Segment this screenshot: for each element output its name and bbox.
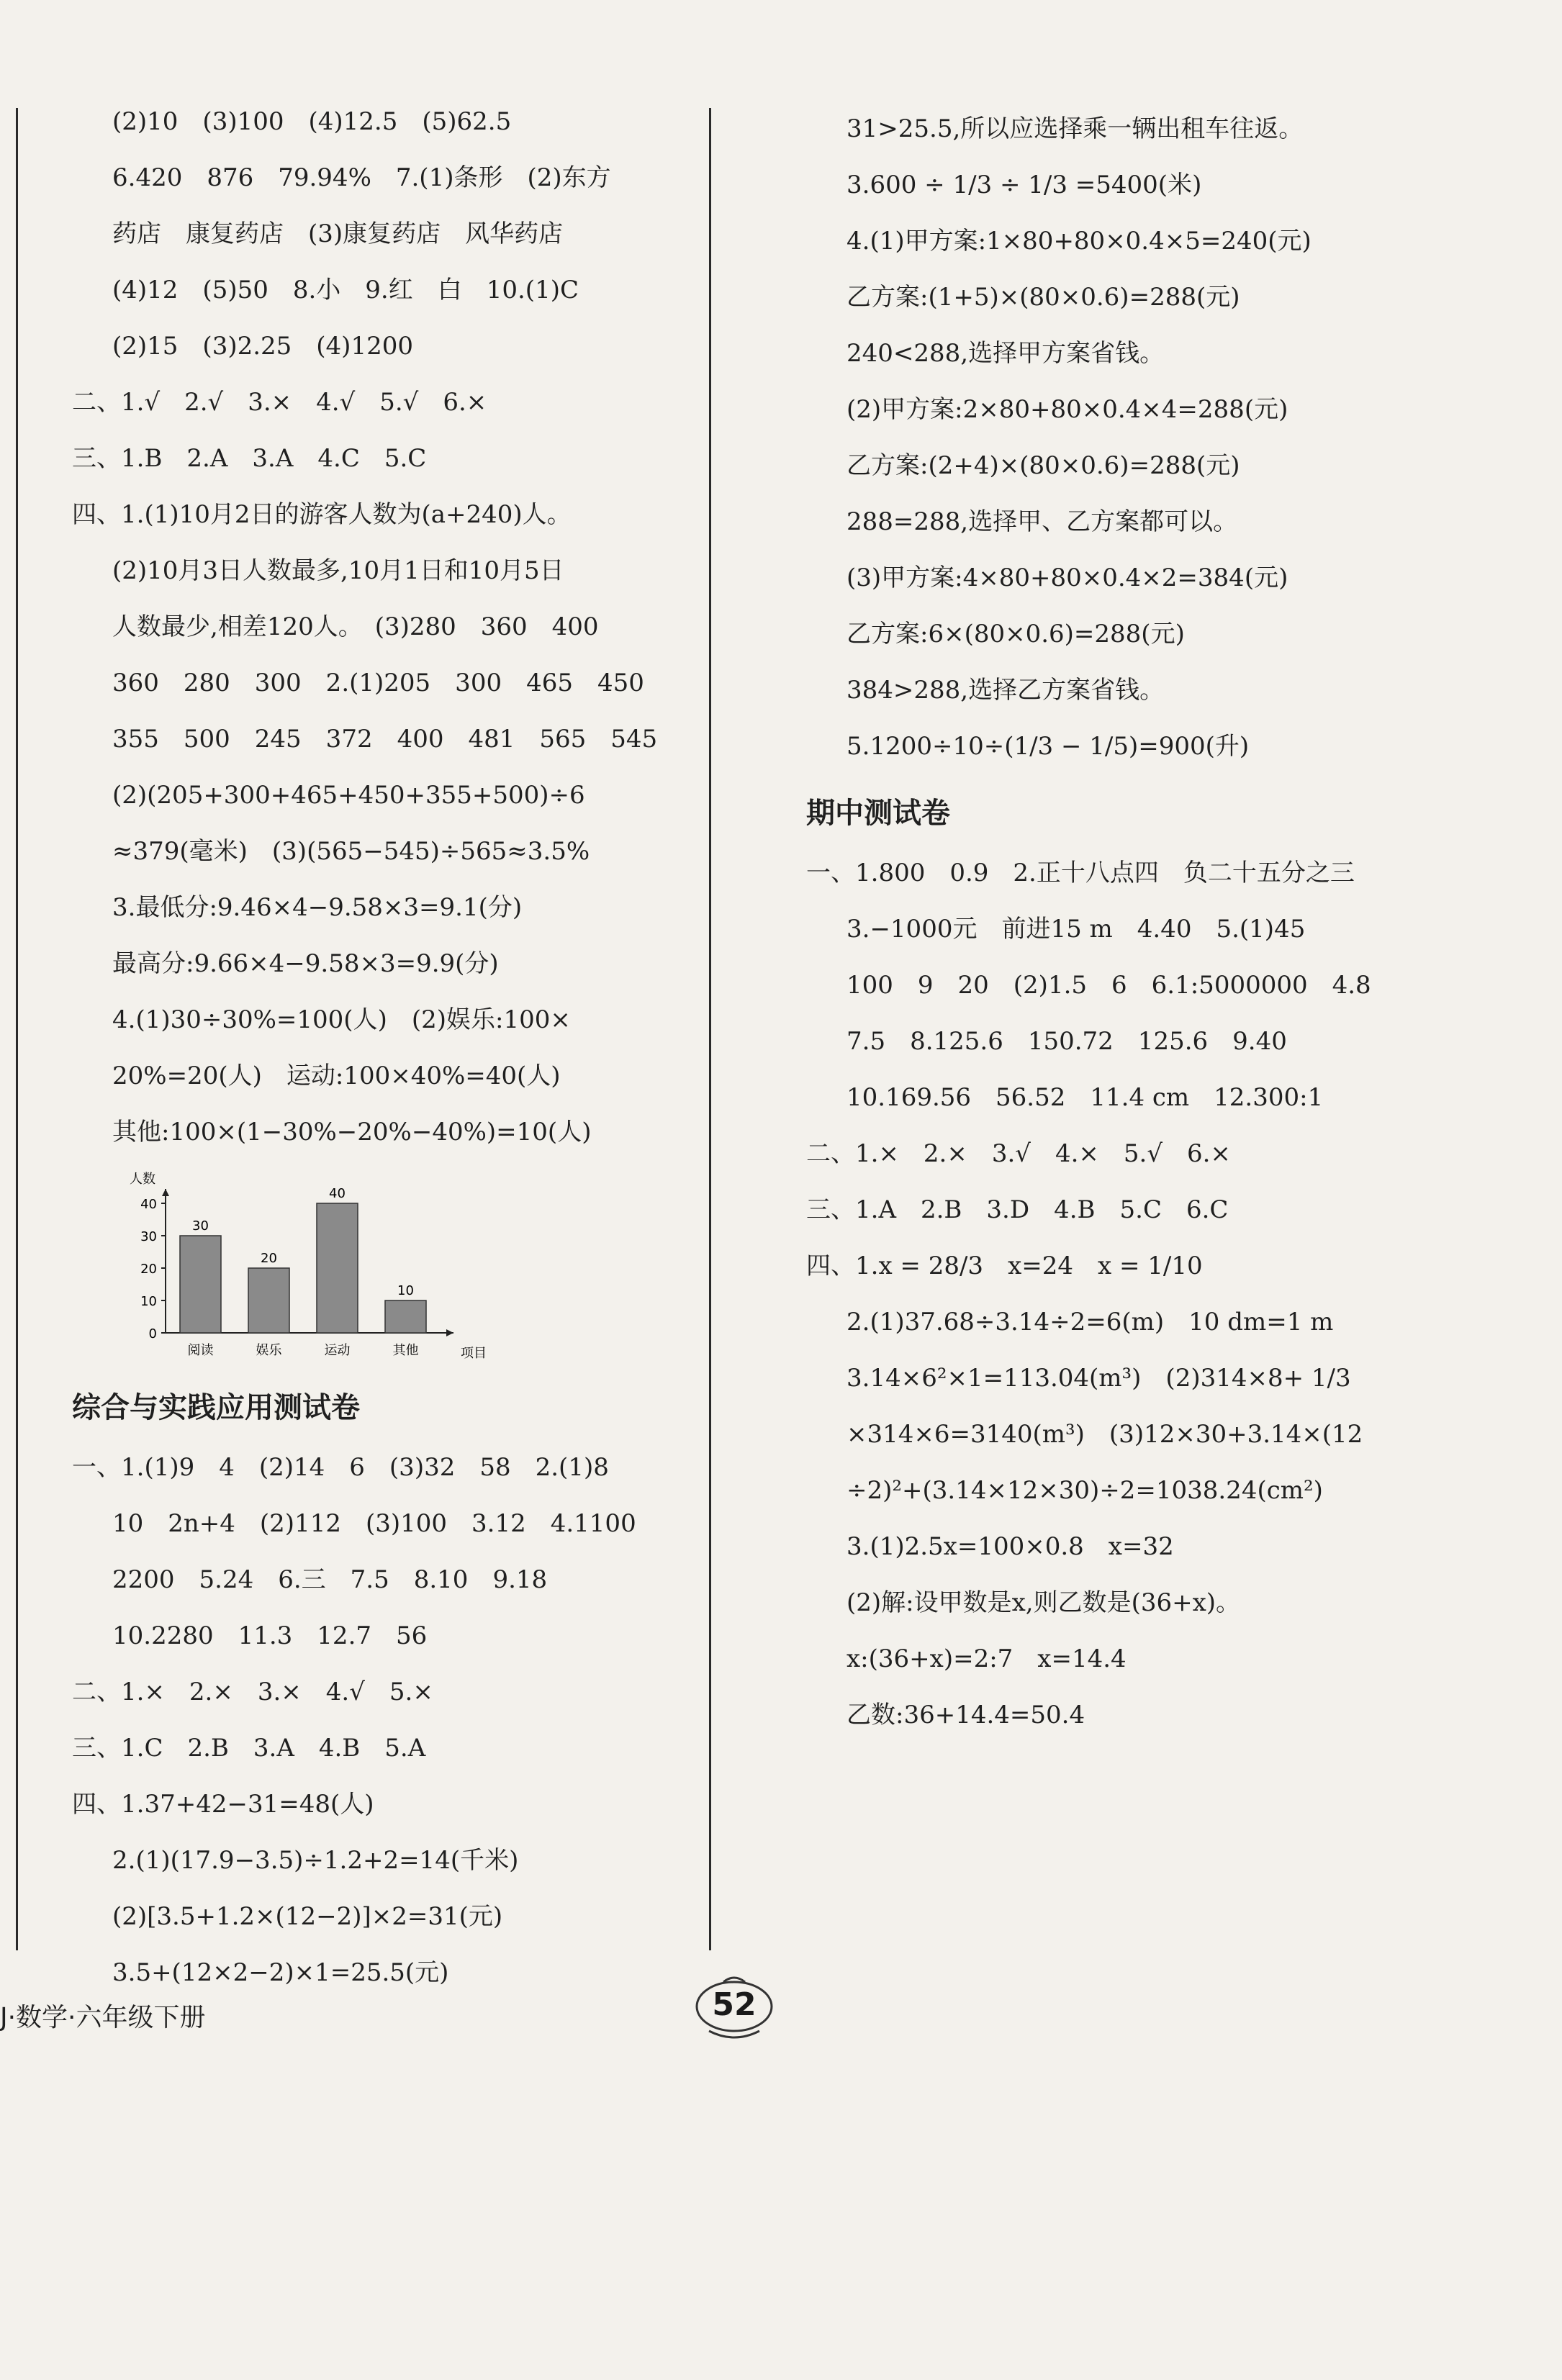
answer-line: 360 280 300 2.(1)205 300 465 450: [112, 669, 644, 697]
right-column: [806, 101, 1454, 1743]
answer-line: ÷2)²+(3.14×12×30)÷2=1038.24(cm²): [847, 1476, 1323, 1505]
answer-line: 355 500 245 372 400 481 565 545: [112, 725, 658, 754]
answer-line: 3.600 ÷ 1/3 ÷ 1/3 =5400(米): [847, 171, 1202, 199]
answer-line: 7.5 8.125.6 150.72 125.6 9.40: [847, 1027, 1287, 1056]
answer-line: 384>288,选择乙方案省钱。: [847, 676, 1165, 705]
bar: [317, 1203, 358, 1333]
answer-line: 2.(1)(17.9−3.5)÷1.2+2=14(千米): [112, 1846, 519, 1875]
answer-line: 一、1.800 0.9 2.正十八点四 负二十五分之三: [806, 859, 1355, 887]
answer-line: 10 2n+4 (2)112 (3)100 3.12 4.1100: [112, 1509, 636, 1538]
answer-line: 乙方案:(2+4)×(80×0.6)=288(元): [847, 451, 1240, 480]
answer-line: 2.(1)37.68÷3.14÷2=6(m) 10 dm=1 m: [847, 1308, 1334, 1336]
bar-value-label: 40: [329, 1186, 346, 1201]
answer-line: 其他:100×(1−30%−20%−40%)=10(人): [112, 1118, 592, 1146]
answer-line: 二、1.× 2.× 3.√ 4.× 5.√ 6.×: [806, 1139, 1231, 1168]
answer-line: 20%=20(人) 运动:100×40%=40(人): [112, 1062, 561, 1090]
section-title-midterm: 期中测试卷: [806, 797, 950, 830]
footer-subject: J·数学·六年级下册: [0, 2003, 206, 2032]
answer-line: 288=288,选择甲、乙方案都可以。: [847, 507, 1238, 536]
y-tick-label: 10: [140, 1294, 157, 1309]
bar-value-label: 20: [261, 1251, 277, 1266]
bar-value-label: 30: [192, 1218, 209, 1234]
answer-line: 乙方案:(1+5)×(80×0.6)=288(元): [847, 283, 1240, 312]
x-axis-arrow-icon: [446, 1329, 453, 1336]
x-tick-label: 其他: [392, 1343, 419, 1358]
answer-line: ×314×6=3140(m³) (3)12×30+3.14×(12: [847, 1420, 1363, 1449]
answer-line: 4.(1)30÷30%=100(人) (2)娱乐:100×: [112, 1005, 571, 1034]
answer-line: 二、1.√ 2.√ 3.× 4.√ 5.√ 6.×: [72, 388, 487, 417]
bar-chart-svg: [115, 1167, 518, 1362]
answer-line: 四、1.(1)10月2日的游客人数为(a+240)人。: [72, 500, 572, 529]
answer-line: 药店 康复药店 (3)康复药店 风华药店: [112, 220, 564, 248]
answer-line: ≈379(毫米) (3)(565−545)÷565≈3.5%: [112, 837, 590, 866]
answer-line: 四、1.x = 28/3 x=24 x = 1/10: [806, 1252, 1203, 1280]
answer-line: 5.1200÷10÷(1/3 − 1/5)=900(升): [847, 732, 1250, 761]
answer-line: (2)15 (3)2.25 (4)1200: [112, 332, 413, 361]
answer-line: 乙数:36+14.4=50.4: [847, 1701, 1085, 1729]
y-tick-label: 30: [140, 1229, 157, 1244]
x-tick-label: 阅读: [187, 1343, 214, 1358]
left-margin-rule: [16, 108, 18, 1950]
answer-line: (2)10月3日人数最多,10月1日和10月5日: [112, 556, 564, 585]
page-number: 52: [712, 1986, 757, 2023]
x-axis-label: 项目: [461, 1346, 487, 1361]
y-tick-label: 20: [140, 1262, 157, 1277]
x-tick-label: 运动: [324, 1343, 351, 1358]
answer-line: 人数最少,相差120人。 (3)280 360 400: [112, 612, 599, 641]
answer-line: 100 9 20 (2)1.5 6 6.1:5000000 4.8: [847, 971, 1371, 1000]
y-axis-label: 人数: [130, 1172, 155, 1187]
answer-line: 3.−1000元 前进15 m 4.40 5.(1)45: [847, 915, 1306, 944]
answer-line: 三、1.C 2.B 3.A 4.B 5.A: [72, 1734, 426, 1763]
answer-line: 2200 5.24 6.三 7.5 8.10 9.18: [112, 1565, 548, 1594]
answer-line: (4)12 (5)50 8.小 9.红 白 10.(1)C: [112, 276, 579, 304]
answer-line: 4.(1)甲方案:1×80+80×0.4×5=240(元): [847, 227, 1312, 255]
left-answer-lines: [72, 94, 662, 1160]
x-tick-label: 娱乐: [256, 1343, 282, 1358]
column-divider: [709, 108, 711, 1950]
section-title-practice: 综合与实践应用测试卷: [72, 1391, 360, 1424]
answer-line: 3.(1)2.5x=100×0.8 x=32: [847, 1532, 1174, 1561]
answer-line: 10.2280 11.3 12.7 56: [112, 1621, 428, 1650]
y-axis-arrow-icon: [162, 1189, 169, 1196]
answer-line: (2)[3.5+1.2×(12−2)]×2=31(元): [112, 1902, 503, 1931]
right-answer-lines: [806, 101, 1454, 774]
bar: [385, 1300, 426, 1333]
practice-answer-lines: [72, 1439, 662, 2001]
bar: [248, 1268, 289, 1333]
answer-line: 乙方案:6×(80×0.6)=288(元): [847, 620, 1185, 648]
answer-line: 三、1.B 2.A 3.A 4.C 5.C: [72, 444, 427, 473]
answer-line: (2)10 (3)100 (4)12.5 (5)62.5: [112, 107, 512, 136]
answer-line: 3.5+(12×2−2)×1=25.5(元): [112, 1958, 449, 1987]
answer-line: 31>25.5,所以应选择乘一辆出租车往返。: [847, 114, 1304, 143]
answer-line: (2)解:设甲数是x,则乙数是(36+x)。: [847, 1588, 1241, 1617]
bar-chart: [115, 1167, 518, 1362]
answer-line: 四、1.37+42−31=48(人): [72, 1790, 374, 1819]
left-column: [72, 94, 662, 2001]
answer-line: 6.420 876 79.94% 7.(1)条形 (2)东方: [112, 163, 611, 192]
answer-line: 3.最低分:9.46×4−9.58×3=9.1(分): [112, 893, 523, 922]
answer-line: (3)甲方案:4×80+80×0.4×2=384(元): [847, 564, 1288, 592]
bar: [180, 1236, 221, 1333]
answer-line: 10.169.56 56.52 11.4 cm 12.300:1: [847, 1083, 1324, 1112]
answer-line: (2)甲方案:2×80+80×0.4×4=288(元): [847, 395, 1288, 424]
answer-line: 3.14×6²×1=113.04(m³) (2)314×8+ 1/3: [847, 1364, 1351, 1393]
answer-line: 一、1.(1)9 4 (2)14 6 (3)32 58 2.(1)8: [72, 1453, 609, 1482]
midterm-answer-lines: [806, 845, 1454, 1743]
answer-line: x:(36+x)=2:7 x=14.4: [847, 1644, 1127, 1673]
bar-value-label: 10: [397, 1283, 414, 1298]
answer-line: 240<288,选择甲方案省钱。: [847, 339, 1165, 368]
answer-line: (2)(205+300+465+450+355+500)÷6: [112, 781, 585, 810]
answer-line: 三、1.A 2.B 3.D 4.B 5.C 6.C: [806, 1195, 1229, 1224]
page-number-badge: [687, 1972, 781, 2044]
y-tick-label: 40: [140, 1197, 157, 1212]
y-tick-label: 0: [148, 1326, 157, 1341]
answer-line: 最高分:9.66×4−9.58×3=9.9(分): [112, 949, 499, 978]
answer-line: 二、1.× 2.× 3.× 4.√ 5.×: [72, 1678, 433, 1706]
